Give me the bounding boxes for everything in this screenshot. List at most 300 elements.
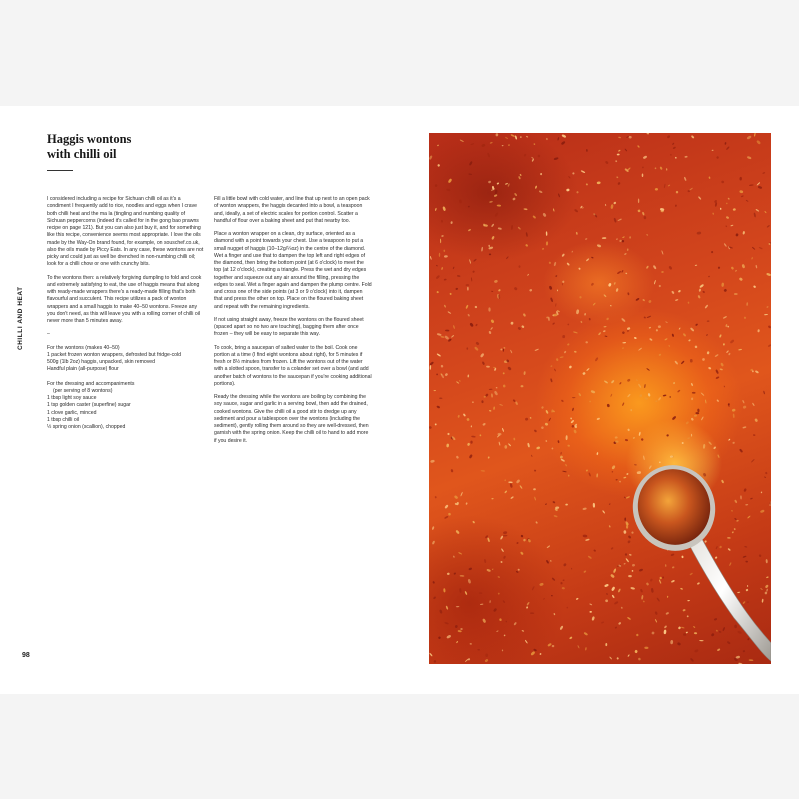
sesame-seed	[460, 575, 465, 576]
sesame-seed	[713, 446, 716, 449]
sesame-seed	[493, 608, 497, 613]
sesame-seed	[742, 405, 746, 409]
sesame-seed	[625, 558, 629, 563]
sesame-seed	[493, 406, 495, 410]
sesame-seed	[429, 361, 434, 366]
sesame-seed	[726, 216, 730, 219]
sesame-seed	[550, 378, 553, 382]
sesame-seed	[635, 298, 639, 302]
sesame-seed	[532, 215, 536, 219]
sesame-seed	[747, 585, 748, 587]
sesame-seed	[638, 658, 641, 661]
sesame-seed	[561, 134, 566, 138]
sesame-seed	[758, 554, 761, 557]
sesame-seed	[702, 291, 705, 294]
sesame-seed	[641, 595, 644, 600]
chilli-oil-photo	[429, 133, 771, 664]
sesame-seed	[468, 206, 470, 208]
sesame-seed	[550, 297, 554, 302]
sesame-seed	[496, 630, 499, 632]
sesame-seed	[516, 479, 521, 484]
sesame-seed	[477, 649, 480, 650]
sesame-seed	[615, 436, 618, 439]
sesame-seed	[526, 602, 530, 606]
sesame-seed	[445, 329, 449, 331]
sesame-seed	[658, 353, 661, 356]
method-paragraph: To cook, bring a saucepan of salted water to the boil. Cook one portion at a time (I find eight wontons about right), for 5 minutes if fresh or 8½ minutes from frozen. Lift the wontons out of the water with a slotted spoon, transfer to a colander set over a bowl (and add another batch of wontons to the saucepan if you're cooking additional portions).	[214, 344, 372, 387]
sesame-seed	[496, 182, 499, 185]
sesame-seed	[512, 197, 516, 201]
sesame-seed	[674, 360, 678, 365]
sesame-seed	[699, 288, 702, 291]
sesame-seed	[640, 438, 643, 441]
section-label: CHILLI AND HEAT	[17, 286, 24, 350]
sesame-seed	[474, 346, 479, 351]
sesame-seed	[764, 211, 767, 214]
sesame-seed	[746, 200, 749, 202]
sesame-seed	[494, 368, 497, 371]
sesame-seed	[526, 232, 529, 237]
sesame-seed	[475, 324, 478, 327]
sesame-seed	[757, 329, 759, 332]
sesame-seed	[648, 393, 651, 397]
sesame-seed	[655, 188, 658, 191]
sesame-seed	[437, 333, 442, 336]
sesame-seed	[646, 133, 650, 135]
text-column-right	[214, 196, 372, 451]
sesame-seed	[698, 196, 702, 200]
sesame-seed	[649, 465, 653, 469]
sesame-seed	[545, 410, 549, 414]
sesame-seed	[683, 333, 687, 337]
sesame-seed	[576, 232, 578, 235]
sesame-seed	[586, 149, 588, 152]
sesame-seed	[438, 636, 441, 639]
sesame-seed	[546, 241, 548, 245]
sesame-seed	[548, 261, 551, 264]
sesame-seed	[724, 142, 726, 145]
sesame-seed	[626, 136, 629, 138]
sesame-seed	[690, 327, 695, 332]
sesame-seed	[596, 452, 598, 455]
sesame-seed	[618, 588, 621, 592]
sesame-seed	[719, 631, 722, 633]
sesame-seed	[430, 256, 432, 260]
sesame-seed	[730, 339, 735, 344]
sesame-seed	[565, 464, 568, 467]
sesame-seed	[766, 273, 771, 277]
sesame-seed	[554, 157, 559, 160]
sesame-seed	[706, 334, 708, 336]
sesame-seed	[585, 538, 590, 541]
sesame-seed	[604, 584, 609, 588]
sesame-seed	[526, 606, 528, 609]
sesame-seed	[760, 588, 763, 590]
sesame-seed	[664, 338, 668, 341]
sesame-seed	[603, 326, 606, 328]
sesame-seed	[682, 609, 685, 612]
sesame-seed	[727, 326, 729, 328]
sesame-seed	[634, 650, 637, 654]
sesame-seed	[469, 161, 473, 166]
sesame-seed	[447, 572, 450, 575]
sesame-seed	[724, 243, 728, 247]
sesame-seed	[639, 394, 642, 397]
sesame-seed	[740, 495, 741, 499]
sesame-seed	[696, 231, 701, 234]
sesame-seed	[494, 390, 499, 395]
sesame-seed	[665, 564, 666, 567]
sesame-seed	[714, 354, 718, 357]
sesame-seed	[562, 283, 563, 286]
sesame-seed	[736, 520, 739, 522]
sesame-seed	[675, 190, 678, 193]
sesame-seed	[565, 504, 568, 506]
dressing-ingredients	[47, 381, 205, 432]
sesame-seed	[529, 289, 532, 292]
sesame-seed	[629, 236, 631, 238]
sesame-seed	[505, 137, 509, 140]
sesame-seed	[582, 507, 587, 510]
sesame-seed	[500, 348, 502, 350]
sesame-seed	[515, 401, 518, 405]
sesame-seed	[615, 479, 617, 480]
sesame-seed	[584, 313, 586, 316]
sesame-seed	[718, 267, 720, 269]
sesame-seed	[753, 285, 756, 288]
page-number: 98	[22, 652, 30, 659]
sesame-seed	[539, 653, 541, 655]
sesame-seed	[691, 135, 695, 139]
sesame-seed	[727, 197, 730, 200]
sesame-seed	[545, 503, 547, 505]
ingredient-item: 1 tbsp light soy sauce	[47, 395, 97, 401]
sesame-seed	[565, 435, 567, 440]
sesame-seed	[557, 289, 558, 291]
sesame-seed	[553, 515, 557, 518]
sesame-seed	[636, 634, 639, 637]
sesame-seed	[498, 576, 501, 578]
sesame-seed	[443, 250, 445, 252]
sesame-seed	[550, 560, 552, 562]
sesame-seed	[516, 571, 519, 573]
sesame-seed	[469, 322, 474, 327]
sesame-seed	[517, 327, 521, 331]
sesame-seed	[464, 591, 467, 595]
sesame-seed	[627, 540, 631, 544]
sesame-seed	[429, 426, 432, 430]
sesame-seed	[667, 596, 669, 598]
sesame-seed	[768, 325, 771, 329]
sesame-seed	[630, 587, 635, 590]
sesame-seed	[430, 365, 432, 370]
sesame-seed	[444, 279, 447, 281]
sesame-seed	[744, 546, 747, 548]
sesame-seed	[640, 589, 643, 593]
sesame-seed	[764, 314, 768, 316]
sesame-seed	[622, 331, 625, 334]
sesame-seed	[726, 146, 730, 150]
ingredients-heading: For the dressing and accompaniments	[47, 380, 135, 387]
sesame-seed	[546, 560, 550, 564]
wonton-ingredients	[47, 345, 205, 374]
sesame-seed	[504, 490, 507, 493]
sesame-seed	[434, 496, 436, 499]
sesame-seed	[677, 642, 681, 646]
sesame-seed	[486, 366, 490, 368]
sesame-seed	[767, 225, 771, 228]
sesame-seed	[580, 321, 582, 324]
sesame-seed	[655, 329, 658, 332]
sesame-seed	[457, 275, 461, 278]
ingredient-item: 1 clove garlic, minced	[47, 409, 97, 416]
sesame-seed	[551, 447, 553, 449]
sesame-seed	[739, 448, 743, 453]
sesame-seed	[746, 135, 751, 140]
sesame-seed	[515, 135, 518, 139]
sesame-seed	[707, 351, 710, 354]
sesame-seed	[727, 537, 731, 539]
sesame-seed	[681, 360, 685, 364]
sesame-seed	[467, 374, 469, 377]
chilli-oil-illustration	[429, 133, 771, 664]
sesame-seed	[479, 592, 483, 594]
sesame-seed	[467, 443, 470, 447]
sesame-seed	[555, 303, 557, 307]
sesame-seed	[455, 288, 458, 290]
sesame-seed	[458, 415, 460, 418]
sesame-seed	[542, 212, 546, 217]
sesame-seed	[551, 595, 553, 597]
sesame-seed	[588, 472, 591, 477]
sesame-seed	[441, 235, 444, 237]
sesame-seed	[441, 365, 444, 368]
sesame-seed	[606, 593, 608, 595]
sesame-seed	[482, 423, 486, 427]
sesame-seed	[446, 444, 449, 448]
sesame-seed	[566, 262, 570, 266]
sesame-seed	[610, 574, 615, 579]
sesame-seed	[444, 373, 448, 377]
sesame-seed	[619, 382, 622, 385]
sesame-seed	[708, 367, 712, 370]
sesame-seed	[711, 251, 714, 254]
sesame-seed	[611, 380, 615, 384]
sesame-seed	[442, 206, 446, 211]
sesame-seed	[726, 350, 729, 353]
sesame-seed	[721, 479, 724, 483]
recipe-title	[47, 132, 131, 162]
ingredient-item: 1 tsp golden caster (superfine) sugar	[47, 402, 131, 409]
sesame-seed	[586, 258, 590, 262]
sesame-seed	[520, 551, 524, 555]
sesame-seed	[435, 423, 437, 425]
sesame-seed	[627, 428, 630, 431]
sesame-seed	[675, 157, 677, 159]
sesame-seed	[667, 135, 671, 139]
sesame-seed	[523, 154, 526, 157]
sesame-seed	[678, 626, 682, 630]
sesame-seed	[672, 142, 675, 145]
sesame-seed	[566, 607, 568, 609]
sesame-seed	[539, 582, 544, 586]
method-paragraph: Fill a little bowl with cold water, and line that up next to an open pack of wonton wrappers, the haggis decanted into a bowl, a teaspoon and, ideally, a set of electric scales for portion control. Scatter a handful of flour over a baking sheet and put that nearby too.	[214, 196, 370, 224]
sesame-seed	[548, 317, 550, 321]
sesame-seed	[429, 155, 433, 160]
sesame-seed	[638, 432, 640, 436]
sesame-seed	[548, 418, 551, 422]
sesame-seed	[586, 368, 590, 372]
sesame-seed	[436, 275, 441, 280]
sesame-seed	[639, 568, 644, 572]
sesame-seed	[666, 168, 667, 171]
sesame-seed	[567, 343, 570, 346]
sesame-seed	[611, 586, 616, 591]
sesame-seed	[665, 612, 669, 615]
sesame-seed	[589, 603, 592, 605]
sesame-seed	[491, 393, 493, 397]
sesame-seed	[629, 554, 632, 556]
sesame-seed	[734, 293, 738, 295]
sesame-seed	[456, 455, 459, 459]
sesame-seed	[765, 584, 769, 588]
sesame-seed	[613, 282, 616, 285]
sesame-seed	[570, 420, 574, 424]
sesame-seed	[622, 236, 625, 238]
sesame-seed	[694, 649, 699, 653]
sesame-seed	[500, 561, 503, 564]
sesame-seed	[514, 193, 518, 197]
sesame-seed	[533, 648, 537, 651]
sesame-seed	[642, 174, 644, 178]
sesame-seed	[504, 634, 506, 636]
sesame-seed	[536, 446, 540, 450]
sesame-seed	[481, 400, 483, 403]
sesame-seed	[567, 444, 570, 447]
ingredient-item: ½ spring onion (scallion), chopped	[47, 424, 126, 430]
sesame-seed	[708, 441, 712, 445]
sesame-seed	[715, 369, 719, 374]
sesame-seed	[687, 437, 690, 439]
sesame-seed	[714, 618, 718, 621]
sesame-seed	[684, 177, 687, 182]
sesame-seed	[494, 279, 498, 283]
sesame-seed	[456, 641, 458, 644]
sesame-seed	[574, 351, 577, 353]
sesame-seed	[744, 316, 747, 319]
sesame-seed	[668, 345, 670, 347]
ingredients-subheading: (per serving of 8 wontons)	[53, 387, 113, 394]
sesame-seed	[552, 501, 555, 504]
sesame-seed	[627, 617, 631, 621]
sesame-seed	[553, 613, 555, 616]
sesame-seed	[733, 414, 735, 419]
sesame-seed	[711, 633, 715, 637]
sesame-seed	[583, 570, 586, 573]
sesame-seed	[743, 488, 747, 492]
sesame-seed	[585, 341, 588, 343]
sesame-seed	[627, 654, 630, 657]
sesame-seed	[581, 170, 586, 174]
sesame-seed	[644, 397, 648, 400]
sesame-seed	[525, 417, 529, 421]
sesame-seed	[675, 204, 677, 207]
sesame-seed	[555, 275, 558, 278]
sesame-seed	[526, 136, 529, 138]
sesame-seed	[681, 555, 683, 558]
sesame-seed	[728, 352, 731, 355]
sesame-seed	[618, 622, 622, 625]
sesame-seed	[460, 139, 465, 142]
sesame-seed	[456, 606, 460, 607]
sesame-seed	[532, 586, 535, 591]
sesame-seed	[488, 307, 490, 311]
sesame-seed	[487, 153, 490, 158]
sesame-seed	[436, 353, 441, 357]
sesame-seed	[605, 204, 607, 207]
sesame-seed	[591, 282, 595, 286]
sesame-seed	[519, 174, 522, 177]
sesame-seed	[672, 416, 677, 421]
sesame-seed	[735, 270, 737, 272]
sesame-seed	[576, 309, 580, 314]
sesame-seed	[646, 315, 651, 318]
sesame-seed	[467, 314, 470, 317]
sesame-seed	[668, 266, 672, 271]
sesame-seed	[509, 483, 512, 488]
sesame-seed	[616, 238, 618, 239]
sesame-seed	[481, 470, 486, 472]
sesame-seed	[508, 481, 512, 483]
sesame-seed	[571, 424, 575, 428]
sesame-seed	[727, 548, 731, 551]
method-paragraph: Place a wonton wrapper on a clean, dry surface, oriented as a diamond with a point towards your chest. Use a teaspoon to put a small nugget of haggis (10–12g/¼oz) in the centre of the diamond. Wet a finger and use that to dampen the top left and right edges of the diamond, then bring the bottom point (at 6 o'clock) to meet the top (at 12 o'clock), creating a triangle. Press the wet and dry edges together and squeeze out any air around the filling, pressing the edges to seal. Wet a finger again and dampen the plump centre. Fold and cross one of the side points (at 3 or 9 o'clock) into it, dampen that and press the other on top. Place on the floured baking sheet and repeat with the remaining ingredients.	[214, 231, 372, 310]
sesame-seed	[554, 368, 557, 371]
cookbook-page	[0, 106, 799, 694]
sesame-seed	[730, 224, 733, 226]
sesame-seed	[498, 289, 501, 292]
sesame-seed	[605, 599, 608, 602]
sesame-seed	[482, 618, 486, 623]
sesame-seed	[593, 302, 596, 305]
sesame-seed	[638, 383, 642, 388]
sesame-seed	[505, 621, 507, 623]
wontons-paragraph: To the wontons then: a relatively forgiving dumpling to fold and cook and extremely satisfying to eat, the use of haggis means that along with ready-made wrappers there's a ready-made filling that's both flavourful and succulent. This recipe utilizes a pack of wonton wrappers and a small haggis to make 40–50 wontons. Freeze any you don't need, as this will leave you with a rolling corner of chilli oil never more than 5 minutes away.	[47, 274, 202, 324]
sesame-seed	[523, 208, 527, 210]
sesame-seed	[692, 392, 696, 394]
sesame-seed	[659, 166, 662, 170]
sesame-seed	[577, 645, 579, 649]
sesame-seed	[654, 280, 656, 285]
sesame-seed	[486, 569, 491, 573]
sesame-seed	[444, 504, 448, 509]
sesame-seed	[644, 384, 646, 388]
sesame-seed	[745, 561, 748, 563]
sesame-seed	[749, 184, 754, 186]
sesame-seed	[670, 640, 673, 645]
sesame-seed	[429, 652, 433, 656]
sesame-seed	[720, 362, 724, 367]
sesame-seed	[598, 332, 601, 336]
sesame-seed	[617, 153, 620, 155]
sesame-seed	[595, 357, 599, 362]
sesame-seed	[553, 208, 555, 211]
sesame-seed	[717, 648, 721, 651]
sesame-seed	[531, 157, 534, 160]
sesame-seed	[605, 643, 607, 646]
sesame-seed	[552, 322, 555, 325]
sesame-seed	[537, 154, 541, 158]
